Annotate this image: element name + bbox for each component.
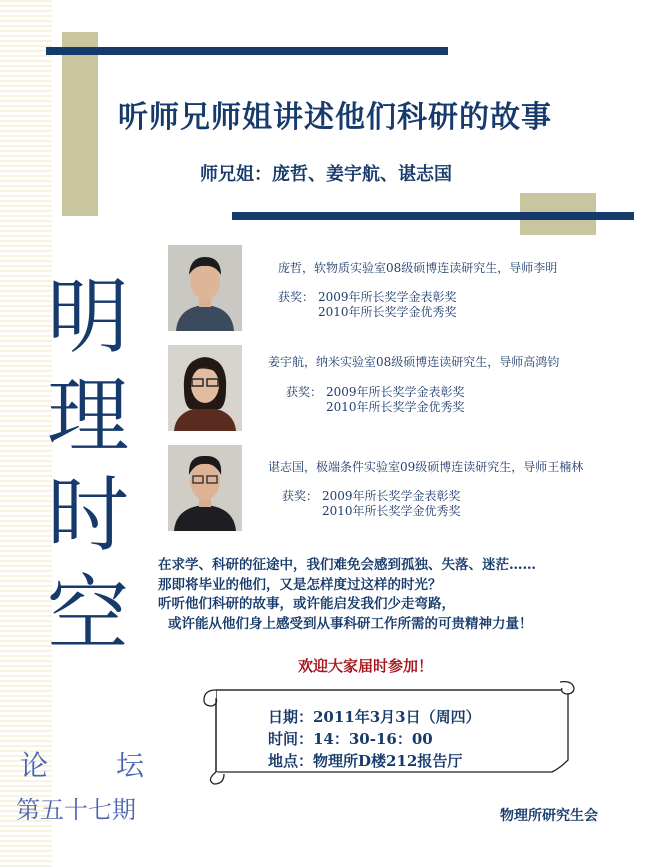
speakers-subtitle: 师兄姐：庞哲、姜宇航、谌志国 [200, 164, 452, 185]
page-title: 听师兄师姐讲述他们科研的故事 [118, 100, 552, 135]
decorative-bar [46, 47, 448, 55]
speaker-awards [278, 290, 457, 320]
speaker-card [168, 245, 638, 331]
forum-name-char: 时 [46, 468, 129, 563]
issue-number: 第五十七期 [16, 796, 136, 824]
intro-line: 在求学、科研的征途中，我们难免会感到孤独、失落、迷茫…… [158, 557, 536, 573]
award-item: 2009年所长奖学金表彰奖 [318, 290, 457, 304]
event-location: 地点：物理所D楼212报告厅 [268, 752, 463, 770]
award-item: 2009年所长奖学金表彰奖 [322, 489, 461, 503]
speaker-info: 姜宇航，纳米实验室08级硕博连读研究生，导师高鸿钧 [268, 355, 560, 369]
speaker-awards [286, 385, 465, 415]
awards-label: 获奖： [278, 290, 315, 304]
forum-name-char: 理 [46, 369, 129, 464]
forum-label [20, 744, 144, 784]
decorative-bar [62, 32, 98, 216]
organizer: 物理所研究生会 [500, 808, 598, 824]
event-time: 时间：14：30-16：00 [268, 730, 433, 748]
event-date: 日期：2011年3月3日（周四） [268, 708, 481, 726]
forum-name [28, 268, 148, 664]
intro-line: 听听他们科研的故事，或许能启发我们少走弯路， [158, 596, 455, 612]
award-item: 2010年所长奖学金优秀奖 [318, 305, 457, 319]
forum-label-char: 论 [20, 749, 49, 782]
forum-name-char: 空 [46, 567, 129, 662]
speaker-photo [168, 245, 242, 331]
forum-label-char: 坛 [115, 749, 144, 782]
speaker-awards [282, 489, 461, 519]
awards-label: 获奖： [282, 489, 319, 503]
intro-line: 那即将毕业的他们，又是怎样度过这样的时光？ [158, 576, 442, 593]
speaker-photo [168, 445, 242, 531]
intro-line: 或许能从他们身上感受到从事科研工作所需的可贵精神力量！ [168, 615, 533, 632]
award-item: 2010年所长奖学金优秀奖 [322, 504, 461, 518]
speaker-card [168, 445, 638, 531]
award-item: 2010年所长奖学金优秀奖 [326, 400, 465, 414]
awards-label: 获奖： [286, 385, 323, 399]
speaker-card [168, 345, 638, 431]
speaker-info: 庞哲，软物质实验室08级硕博连读研究生，导师李明 [278, 261, 558, 275]
decorative-bar [232, 212, 634, 220]
award-item: 2009年所长奖学金表彰奖 [326, 385, 465, 399]
welcome-message: 欢迎大家届时参加！ [298, 657, 434, 675]
forum-name-char: 明 [46, 270, 129, 365]
speaker-info: 谌志国，极端条件实验室09级硕博连读研究生，导师王楠林 [268, 460, 584, 474]
intro-paragraph [158, 556, 628, 634]
event-details [268, 706, 481, 772]
speaker-photo [168, 345, 242, 431]
